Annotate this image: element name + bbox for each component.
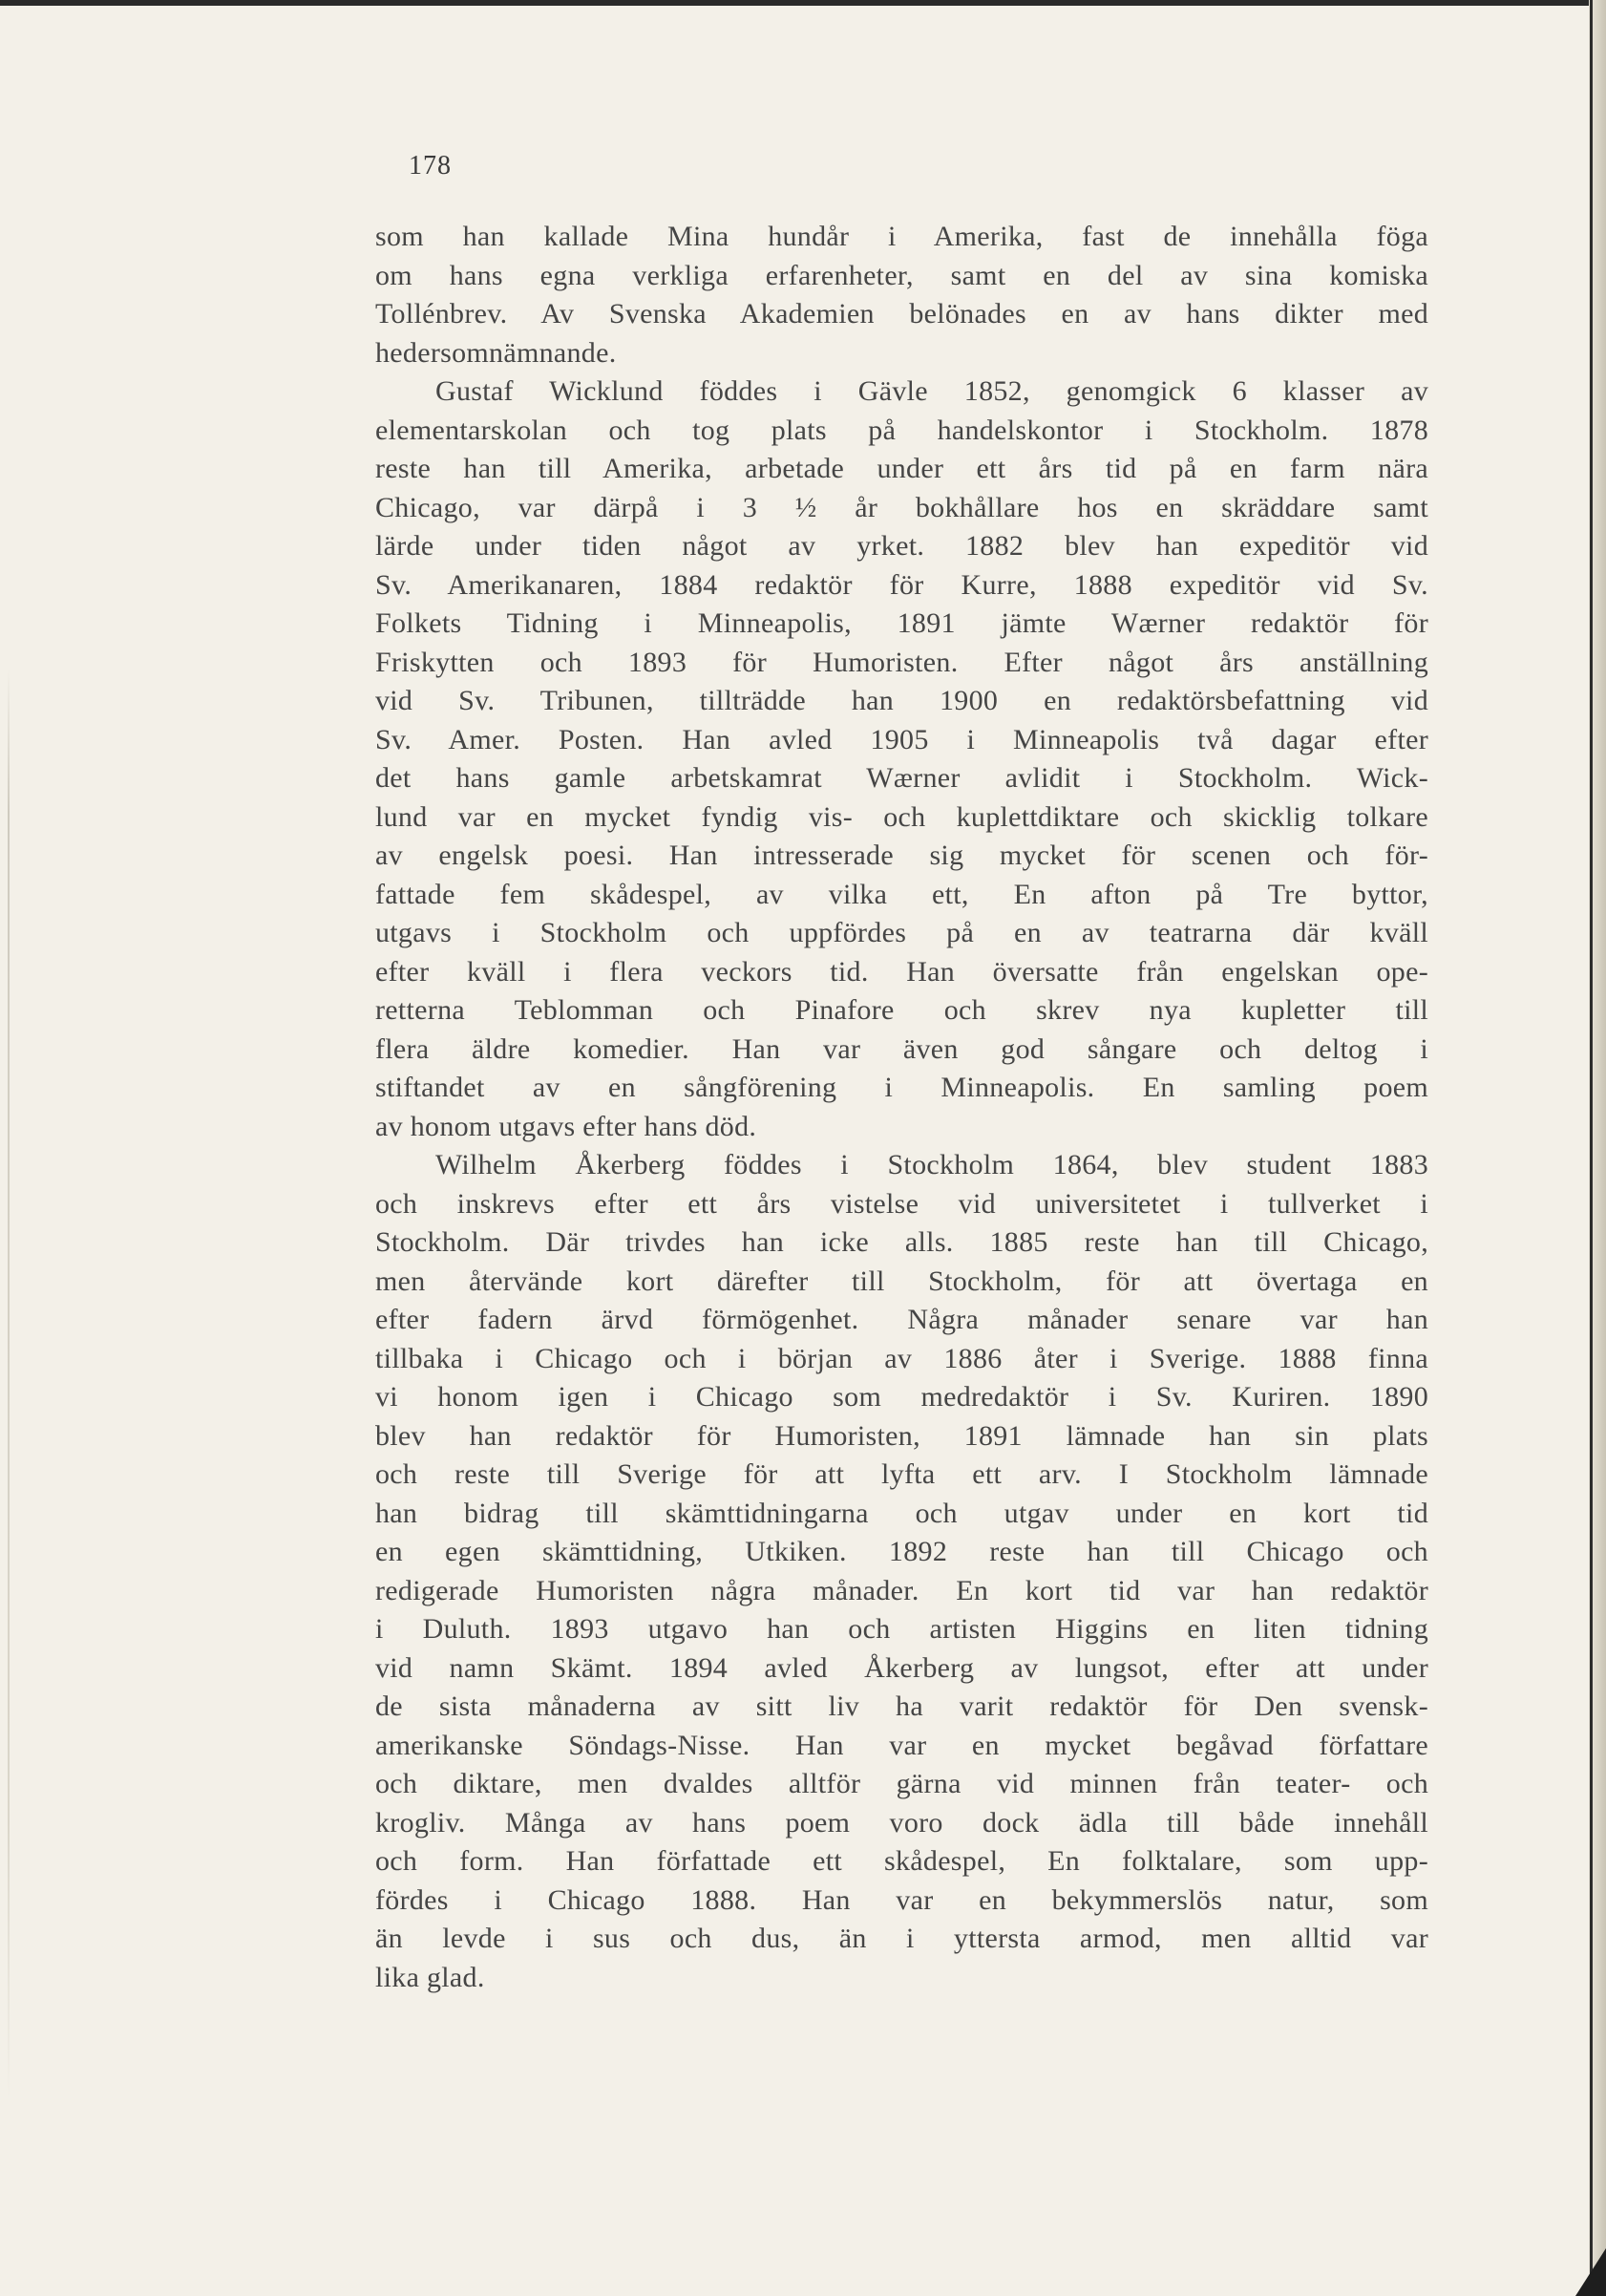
text-line: reste han till Amerika, arbetade under ett års tid på en farm nära bbox=[375, 453, 1428, 484]
text-line: av honom utgavs efter hans död. bbox=[375, 1110, 757, 1142]
text-line: Sv. Amerikanaren, 1884 redaktör för Kurre, 1888 expeditör vid Sv. bbox=[375, 568, 1428, 601]
text-line: retterna Teblomman och Pinafore och skrev nya kupletter till bbox=[375, 994, 1428, 1026]
text-line: amerikanske Söndags-Nisse. Han var en mycket begåvad författare bbox=[375, 1729, 1428, 1761]
text-line: utgavs i Stockholm och uppfördes på en av teatrarna där kväll bbox=[375, 917, 1428, 948]
text-line: efter fadern ärvd förmögenhet. Några månader senare var han bbox=[375, 1304, 1428, 1335]
text-line: Gustaf Wicklund föddes i Gävle 1852, genomgick 6 klasser av bbox=[435, 375, 1428, 407]
text-line: i Duluth. 1893 utgavo han och artisten Higgins en liten tidning bbox=[375, 1613, 1428, 1645]
text-line: vid Sv. Tribunen, tillträdde han 1900 en redaktörsbefattning vid bbox=[375, 685, 1428, 716]
text-line: tillbaka i Chicago och i början av 1886 åter i Sverige. 1888 finna bbox=[375, 1342, 1428, 1374]
binding-line bbox=[1590, 0, 1593, 2296]
text-line: om hans egna verkliga erfarenheter, samt en del av sina komiska bbox=[375, 259, 1428, 291]
page-corner-fold-icon bbox=[1568, 2239, 1606, 2296]
text-line: och diktare, men dvaldes alltför gärna vid minnen från teater- och bbox=[375, 1768, 1428, 1799]
text-line: efter kväll i flera veckors tid. Han översatte från engelskan ope- bbox=[375, 955, 1428, 988]
text-line: Tollénbrev. Av Svenska Akademien belönades en av hans dikter med bbox=[375, 298, 1428, 330]
text-line: Sv. Amer. Posten. Han avled 1905 i Minneapolis två dagar efter bbox=[375, 723, 1428, 755]
top-scan-border bbox=[0, 0, 1606, 6]
text-line: elementarskolan och tog plats på handelskontor i Stockholm. 1878 bbox=[375, 414, 1428, 446]
page-number: 178 bbox=[409, 151, 452, 181]
text-line: stiftandet av en sångförening i Minneapolis. En samling poem bbox=[375, 1072, 1428, 1103]
text-line: en egen skämttidning, Utkiken. 1892 reste han till Chicago och bbox=[375, 1536, 1428, 1567]
text-line: vid namn Skämt. 1894 avled Åkerberg av lungsot, efter att under bbox=[375, 1651, 1428, 1684]
text-line: lund var en mycket fyndig vis- och kuplettdiktare och skicklig tolkare bbox=[375, 800, 1428, 833]
left-scan-shadow bbox=[8, 669, 10, 2101]
text-line: fördes i Chicago 1888. Han var en bekymmerslös natur, som bbox=[375, 1883, 1428, 1916]
text-line: redigerade Humoristen några månader. En kort tid var han redaktör bbox=[375, 1574, 1428, 1606]
text-line: och form. Han författade ett skådespel, En folktalare, som upp- bbox=[375, 1845, 1428, 1877]
text-line: krogliv. Många av hans poem voro dock ädla till både innehåll bbox=[375, 1806, 1428, 1839]
text-line: hedersomnämnande. bbox=[375, 336, 617, 369]
text-line: det hans gamle arbetskamrat Wærner avlidit i Stockholm. Wick- bbox=[375, 762, 1428, 794]
text-line: Chicago, var därpå i 3 ½ år bokhållare hos en skräddare samt bbox=[375, 491, 1428, 523]
text-line: Stockholm. Där trivdes han icke alls. 1885 reste han till Chicago, bbox=[375, 1226, 1428, 1258]
text-line: och reste till Sverige för att lyfta ett arv. I Stockholm lämnade bbox=[375, 1458, 1428, 1490]
text-line: han bidrag till skämttidningarna och utgav under en kort tid bbox=[375, 1497, 1428, 1529]
text-line: vi honom igen i Chicago som medredaktör i Sv. Kuriren. 1890 bbox=[375, 1381, 1428, 1413]
body-text bbox=[375, 218, 1428, 1997]
text-line: men återvände kort därefter till Stockholm, för att övertaga en bbox=[375, 1265, 1428, 1297]
text-line: av engelsk poesi. Han intresserade sig mycket för scenen och för- bbox=[375, 840, 1428, 871]
text-line: lika glad. bbox=[375, 1961, 485, 1993]
text-line: Folkets Tidning i Minneapolis, 1891 jämte Wærner redaktör för bbox=[375, 607, 1428, 639]
text-line: Friskytten och 1893 för Humoristen. Efter något års anställning bbox=[375, 646, 1428, 678]
text-line: fattade fem skådespel, av vilka ett, En afton på Tre byttor, bbox=[375, 878, 1428, 910]
text-line: än levde i sus och dus, än i yttersta armod, men alltid var bbox=[375, 1923, 1428, 1954]
text-line: och inskrevs efter ett års vistelse vid universitetet i tullverket i bbox=[375, 1187, 1428, 1220]
text-line: flera äldre komedier. Han var även god sångare och deltog i bbox=[375, 1032, 1428, 1065]
text-line: de sista månaderna av sitt liv ha varit redaktör för Den svensk- bbox=[375, 1690, 1428, 1722]
text-line: Wilhelm Åkerberg föddes i Stockholm 1864, blev student 1883 bbox=[435, 1149, 1428, 1180]
text-line: lärde under tiden något av yrket. 1882 blev han expeditör vid bbox=[375, 530, 1428, 562]
text-line: blev han redaktör för Humoristen, 1891 lämnade han sin plats bbox=[375, 1419, 1428, 1452]
text-line: som han kallade Mina hundår i Amerika, fast de innehålla föga bbox=[375, 221, 1428, 252]
